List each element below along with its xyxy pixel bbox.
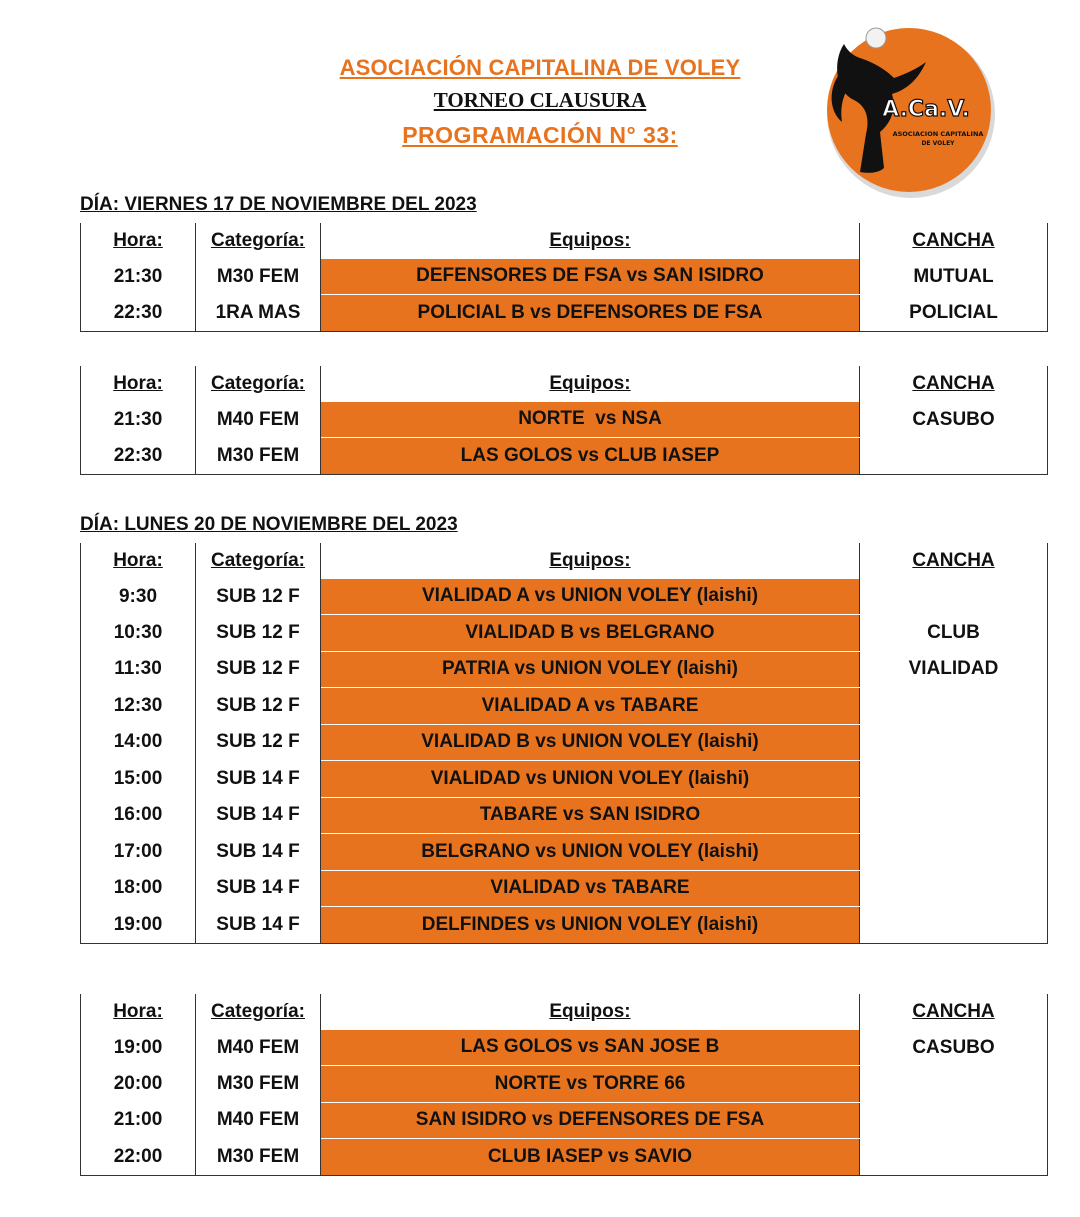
categoria-cell: SUB 14 F: [196, 834, 321, 871]
categoria-cell: M40 FEM: [196, 402, 321, 438]
col-hora: Hora:: [81, 994, 196, 1030]
equipos-cell: LAS GOLOS vs SAN JOSE B: [321, 1030, 860, 1066]
categoria-cell: M30 FEM: [196, 438, 321, 475]
table-row: [81, 259, 1048, 295]
categoria-cell: M40 FEM: [196, 1102, 321, 1139]
hora-cell: 21:00: [81, 1102, 196, 1139]
equipos-cell: TABARE vs SAN ISIDRO: [321, 797, 860, 834]
categoria-cell: SUB 12 F: [196, 651, 321, 688]
cancha-cell: [860, 797, 1048, 834]
col-cancha: CANCHA: [860, 543, 1048, 579]
hora-cell: 16:00: [81, 797, 196, 834]
categoria-cell: SUB 12 F: [196, 615, 321, 652]
table-row: [81, 761, 1048, 798]
table-row: [81, 402, 1048, 438]
hora-cell: 21:30: [81, 402, 196, 438]
hora-cell: 11:30: [81, 651, 196, 688]
schedule-table: [80, 223, 1048, 332]
cancha-cell: [860, 834, 1048, 871]
equipos-cell: POLICIAL B vs DEFENSORES DE FSA: [321, 295, 860, 332]
cancha-cell: POLICIAL: [860, 295, 1048, 332]
equipos-cell: DEFENSORES DE FSA vs SAN ISIDRO: [321, 259, 860, 295]
table-row: [81, 1066, 1048, 1103]
categoria-cell: M30 FEM: [196, 1066, 321, 1103]
equipos-cell: BELGRANO vs UNION VOLEY (laishi): [321, 834, 860, 871]
col-categoria: Categoría:: [196, 223, 321, 259]
categoria-cell: SUB 14 F: [196, 907, 321, 944]
table-row: [81, 688, 1048, 725]
col-hora: Hora:: [81, 366, 196, 402]
col-cancha: CANCHA: [860, 223, 1048, 259]
logo-abbreviation: A.Ca.V.: [882, 97, 970, 122]
schedule-table: [80, 543, 1048, 944]
equipos-cell: VIALIDAD vs UNION VOLEY (laishi): [321, 761, 860, 798]
hora-cell: 18:00: [81, 870, 196, 907]
hora-cell: 22:30: [81, 438, 196, 475]
cancha-cell: VIALIDAD: [860, 651, 1048, 688]
categoria-cell: M30 FEM: [196, 1139, 321, 1176]
col-equipos: Equipos:: [321, 994, 860, 1030]
table-row: [81, 1102, 1048, 1139]
categoria-cell: SUB 12 F: [196, 688, 321, 725]
col-equipos: Equipos:: [321, 543, 860, 579]
hora-cell: 14:00: [81, 724, 196, 761]
col-categoria: Categoría:: [196, 543, 321, 579]
categoria-cell: SUB 12 F: [196, 724, 321, 761]
organization-title: ASOCIACIÓN CAPITALINA DE VOLEY: [339, 55, 741, 80]
col-categoria: Categoría:: [196, 994, 321, 1030]
cancha-cell: [860, 761, 1048, 798]
equipos-cell: VIALIDAD A vs UNION VOLEY (laishi): [321, 579, 860, 615]
equipos-cell: VIALIDAD vs TABARE: [321, 870, 860, 907]
table-row: [81, 797, 1048, 834]
cancha-cell: CASUBO: [860, 402, 1048, 438]
col-categoria: Categoría:: [196, 366, 321, 402]
tournament-title: TORNEO CLAUSURA: [433, 88, 647, 112]
table-row: [81, 1030, 1048, 1066]
hora-cell: 12:30: [81, 688, 196, 725]
cancha-cell: [860, 1102, 1048, 1139]
equipos-cell: LAS GOLOS vs CLUB IASEP: [321, 438, 860, 475]
cancha-cell: [860, 907, 1048, 944]
equipos-cell: VIALIDAD B vs BELGRANO: [321, 615, 860, 652]
table-row: [81, 651, 1048, 688]
day-title-lunes: DÍA: LUNES 20 DE NOVIEMBRE DEL 2023: [80, 514, 458, 535]
col-hora: Hora:: [81, 223, 196, 259]
logo-subtitle-line2: DE VOLEY: [921, 140, 955, 147]
cancha-cell: [860, 1139, 1048, 1176]
equipos-cell: NORTE vs NSA: [321, 402, 860, 438]
hora-cell: 9:30: [81, 579, 196, 615]
col-cancha: CANCHA: [860, 366, 1048, 402]
equipos-cell: VIALIDAD A vs TABARE: [321, 688, 860, 725]
categoria-cell: 1RA MAS: [196, 295, 321, 332]
table-row: [81, 579, 1048, 615]
table-row: [81, 870, 1048, 907]
cancha-cell: [860, 438, 1048, 475]
categoria-cell: M40 FEM: [196, 1030, 321, 1066]
programming-title: PROGRAMACIÓN N° 33:: [402, 122, 678, 148]
day-title-viernes: DÍA: VIERNES 17 DE NOVIEMBRE DEL 2023: [80, 194, 477, 215]
col-equipos: Equipos:: [321, 223, 860, 259]
hora-cell: 21:30: [81, 259, 196, 295]
hora-cell: 15:00: [81, 761, 196, 798]
table-row: [81, 295, 1048, 332]
table-row: [81, 724, 1048, 761]
categoria-cell: SUB 14 F: [196, 797, 321, 834]
col-hora: Hora:: [81, 543, 196, 579]
cancha-cell: MUTUAL: [860, 259, 1048, 295]
equipos-cell: CLUB IASEP vs SAVIO: [321, 1139, 860, 1176]
schedule-table: [80, 994, 1048, 1176]
equipos-cell: VIALIDAD B vs UNION VOLEY (laishi): [321, 724, 860, 761]
cancha-cell: [860, 724, 1048, 761]
table-row: [81, 438, 1048, 475]
hora-cell: 10:30: [81, 615, 196, 652]
equipos-cell: DELFINDES vs UNION VOLEY (laishi): [321, 907, 860, 944]
table-row: [81, 834, 1048, 871]
categoria-cell: SUB 14 F: [196, 761, 321, 798]
cancha-cell: [860, 1066, 1048, 1103]
hora-cell: 20:00: [81, 1066, 196, 1103]
col-cancha: CANCHA: [860, 994, 1048, 1030]
categoria-cell: SUB 12 F: [196, 579, 321, 615]
hora-cell: 19:00: [81, 1030, 196, 1066]
table-row: [81, 615, 1048, 652]
hora-cell: 17:00: [81, 834, 196, 871]
cancha-cell: [860, 579, 1048, 615]
hora-cell: 19:00: [81, 907, 196, 944]
cancha-cell: [860, 688, 1048, 725]
categoria-cell: M30 FEM: [196, 259, 321, 295]
hora-cell: 22:00: [81, 1139, 196, 1176]
col-equipos: Equipos:: [321, 366, 860, 402]
categoria-cell: SUB 14 F: [196, 870, 321, 907]
equipos-cell: NORTE vs TORRE 66: [321, 1066, 860, 1103]
table-row: [81, 1139, 1048, 1176]
schedule-table: [80, 366, 1048, 475]
table-row: [81, 907, 1048, 944]
logo-subtitle-line1: ASOCIACION CAPITALINA: [892, 130, 984, 138]
acav-logo: [814, 22, 1000, 202]
cancha-cell: CLUB: [860, 615, 1048, 652]
hora-cell: 22:30: [81, 295, 196, 332]
cancha-cell: [860, 870, 1048, 907]
equipos-cell: PATRIA vs UNION VOLEY (laishi): [321, 651, 860, 688]
cancha-cell: CASUBO: [860, 1030, 1048, 1066]
equipos-cell: SAN ISIDRO vs DEFENSORES DE FSA: [321, 1102, 860, 1139]
